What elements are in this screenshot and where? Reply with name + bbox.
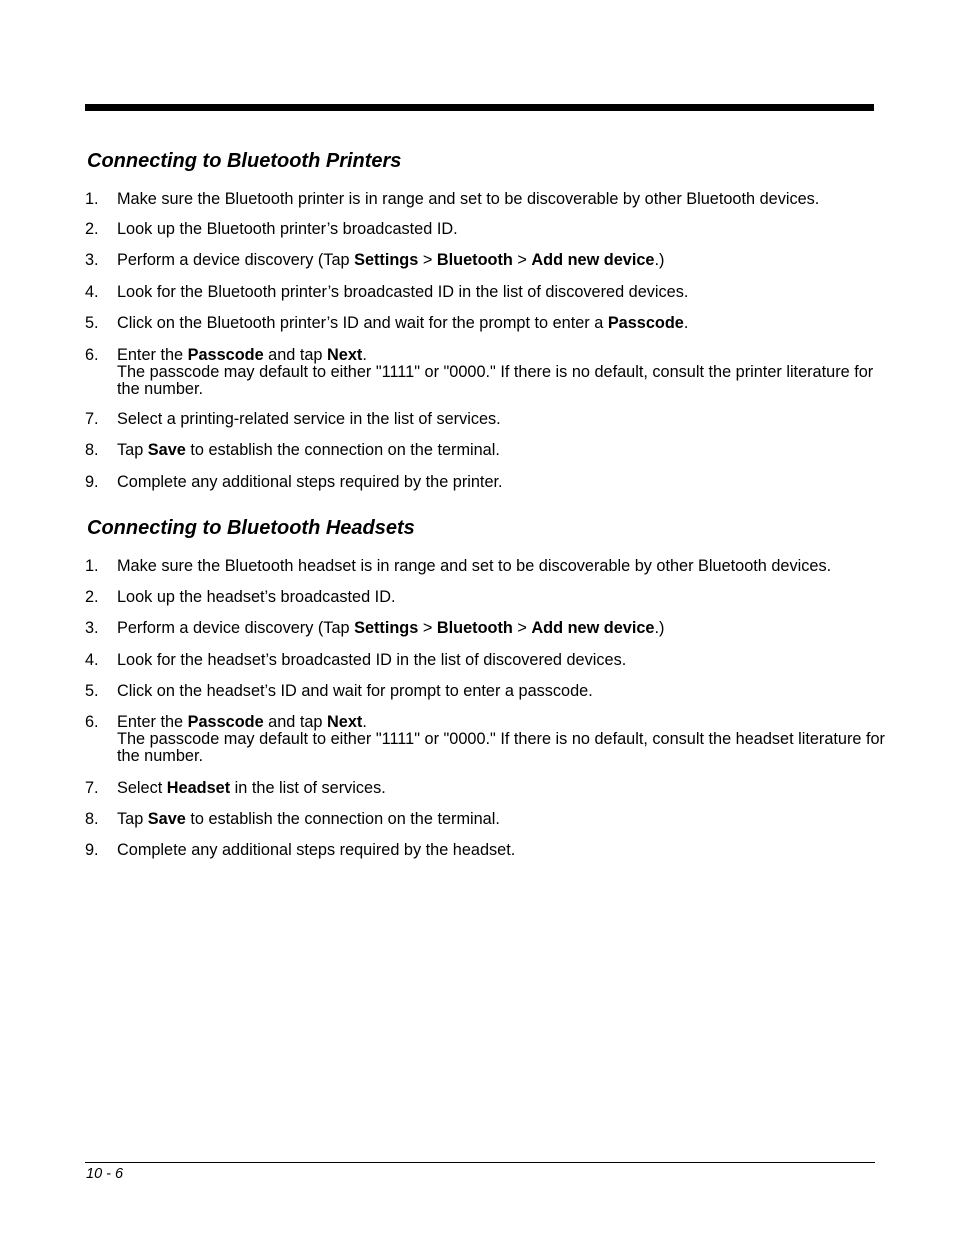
- step-number: 4.: [85, 283, 99, 301]
- bold-term: Bluetooth: [436, 251, 513, 269]
- step-text: Look up the headset’s broadcasted ID.: [117, 588, 396, 606]
- list-item: [85, 652, 885, 669]
- step-number: 6.: [85, 713, 99, 731]
- step-text: Select a printing-related service in the list of services.: [117, 410, 501, 428]
- step-text: Click on the headset’s ID and wait for prompt to enter a passcode.: [117, 682, 593, 700]
- step-text: Look for the Bluetooth printer’s broadcasted ID in the list of discovered devices.: [117, 283, 689, 301]
- step-text: Enter the Passcode and tap Next.: [117, 346, 367, 364]
- list-item: [85, 474, 885, 491]
- list-item: [85, 558, 885, 575]
- bold-term: Save: [147, 810, 186, 828]
- step-text: Complete any additional steps required by the printer.: [117, 473, 503, 491]
- step-note: The passcode may default to either "1111" or "0000." If there is no default, consult the headset literature for the number.: [117, 730, 885, 765]
- step-number: 1.: [85, 190, 99, 208]
- bold-term: Next: [327, 713, 363, 731]
- list-item: [85, 811, 885, 828]
- step-number: 7.: [85, 779, 99, 797]
- bold-term: Add new device: [531, 251, 655, 269]
- step-number: 8.: [85, 441, 99, 459]
- step-text: Look up the Bluetooth printer’s broadcasted ID.: [117, 220, 458, 238]
- page-number: 10 - 6: [86, 1166, 124, 1182]
- step-text: Tap Save to establish the connection on the terminal.: [117, 810, 500, 828]
- step-text: Perform a device discovery (Tap Settings > Bluetooth > Add new device.): [117, 251, 665, 269]
- step-number: 9.: [85, 841, 99, 859]
- list-item: [85, 842, 885, 859]
- step-text: Enter the Passcode and tap Next.: [117, 713, 367, 731]
- list-item: [85, 315, 885, 332]
- list-item: [85, 347, 885, 398]
- bold-term: Add new device: [531, 619, 655, 637]
- list-item: [85, 252, 885, 269]
- step-number: 5.: [85, 314, 99, 332]
- list-item: [85, 411, 885, 428]
- list-item: [85, 284, 885, 301]
- list-item: [85, 620, 885, 637]
- step-number: 3.: [85, 251, 99, 269]
- step-text: Complete any additional steps required by the headset.: [117, 841, 516, 859]
- list-item: [85, 780, 885, 797]
- step-number: 9.: [85, 473, 99, 491]
- list-item: [85, 191, 885, 208]
- step-number: 4.: [85, 651, 99, 669]
- step-number: 2.: [85, 588, 99, 606]
- bold-term: Headset: [166, 779, 231, 797]
- section-title-headsets: Connecting to Bluetooth Headsets: [87, 517, 415, 539]
- step-text: Look for the headset’s broadcasted ID in the list of discovered devices.: [117, 651, 627, 669]
- bold-term: Settings: [354, 251, 419, 269]
- list-item: [85, 589, 885, 606]
- section-title-printers: Connecting to Bluetooth Printers: [87, 150, 402, 172]
- step-text: Make sure the Bluetooth headset is in range and set to be discoverable by other Bluetooth devices.: [117, 557, 832, 575]
- step-note: The passcode may default to either "1111" or "0000." If there is no default, consult the printer literature for the number.: [117, 363, 874, 398]
- footer-rule: [85, 1162, 875, 1163]
- bold-term: Passcode: [607, 314, 684, 332]
- step-text: Tap Save to establish the connection on the terminal.: [117, 441, 500, 459]
- bold-term: Save: [147, 441, 186, 459]
- step-number: 2.: [85, 220, 99, 238]
- list-item: [85, 714, 885, 765]
- step-number: 3.: [85, 619, 99, 637]
- list-item: [85, 221, 885, 238]
- step-number: 7.: [85, 410, 99, 428]
- step-number: 1.: [85, 557, 99, 575]
- bold-term: Next: [327, 346, 363, 364]
- header-rule: [85, 104, 874, 111]
- step-text: Make sure the Bluetooth printer is in range and set to be discoverable by other Bluetooth devices.: [117, 190, 820, 208]
- list-item: [85, 683, 885, 700]
- step-number: 8.: [85, 810, 99, 828]
- list-item: [85, 442, 885, 459]
- step-text: Perform a device discovery (Tap Settings > Bluetooth > Add new device.): [117, 619, 665, 637]
- step-text: Select Headset in the list of services.: [117, 779, 386, 797]
- step-number: 5.: [85, 682, 99, 700]
- step-text: Click on the Bluetooth printer’s ID and wait for the prompt to enter a Passcode.: [117, 314, 689, 332]
- bold-term: Passcode: [187, 346, 264, 364]
- bold-term: Bluetooth: [436, 619, 513, 637]
- bold-term: Settings: [354, 619, 419, 637]
- step-number: 6.: [85, 346, 99, 364]
- bold-term: Passcode: [187, 713, 264, 731]
